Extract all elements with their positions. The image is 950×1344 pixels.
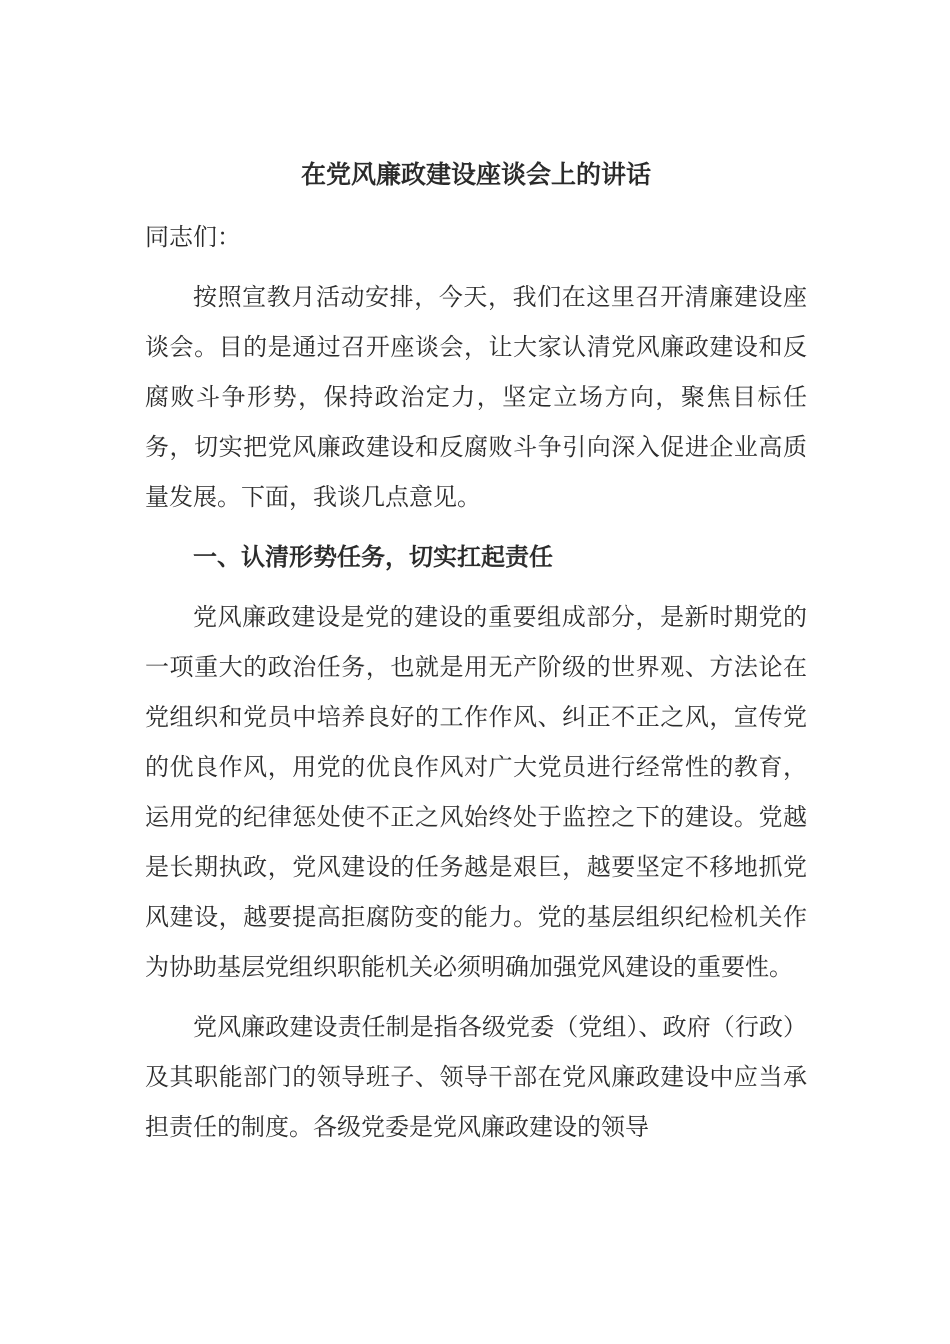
document-page [145,150,807,1152]
document-title: 在党风廉政建设座谈会上的讲话 [300,160,651,189]
section-paragraph: 党风廉政建设是党的建设的重要组成部分，是新时期党的一项重大的政治任务，也就是用无产阶级的世界观、方法论在党组织和党员中培养良好的工作作风、纠正不正之风，宣传党的优良作风，用党的优良作风对广大党员进行经常性的教育，运用党的纪律惩处使不正之风始终处于监控之下的建设。党越是长期执政，党风建设的任务越是艰巨，越要坚定不移地抓党风建设，越要提高拒腐防变的能力。党的基层组织纪检机关作为协助基层党组织职能机关必须明确加强党风建设的重要性。 [145,603,807,981]
section-paragraph: 党风廉政建设责任制是指各级党委（党组）、政府（行政）及其职能部门的领导班子、领导干部在党风廉政建设中应当承担责任的制度。各级党委是党风廉政建设的领导 [145,1013,807,1141]
salutation: 同志们： [145,223,241,251]
intro-paragraph: 按照宣教月活动安排，今天，我们在这里召开清廉建设座谈会。目的是通过召开座谈会，让大家认清党风廉政建设和反腐败斗争形势，保持政治定力，坚定立场方向，聚焦目标任务，切实把党风廉政建设和反腐败斗争引向深入促进企业高质量发展。下面，我谈几点意见。 [145,283,807,511]
section-heading: 一、认清形势任务，切实扛起责任 [193,543,553,571]
